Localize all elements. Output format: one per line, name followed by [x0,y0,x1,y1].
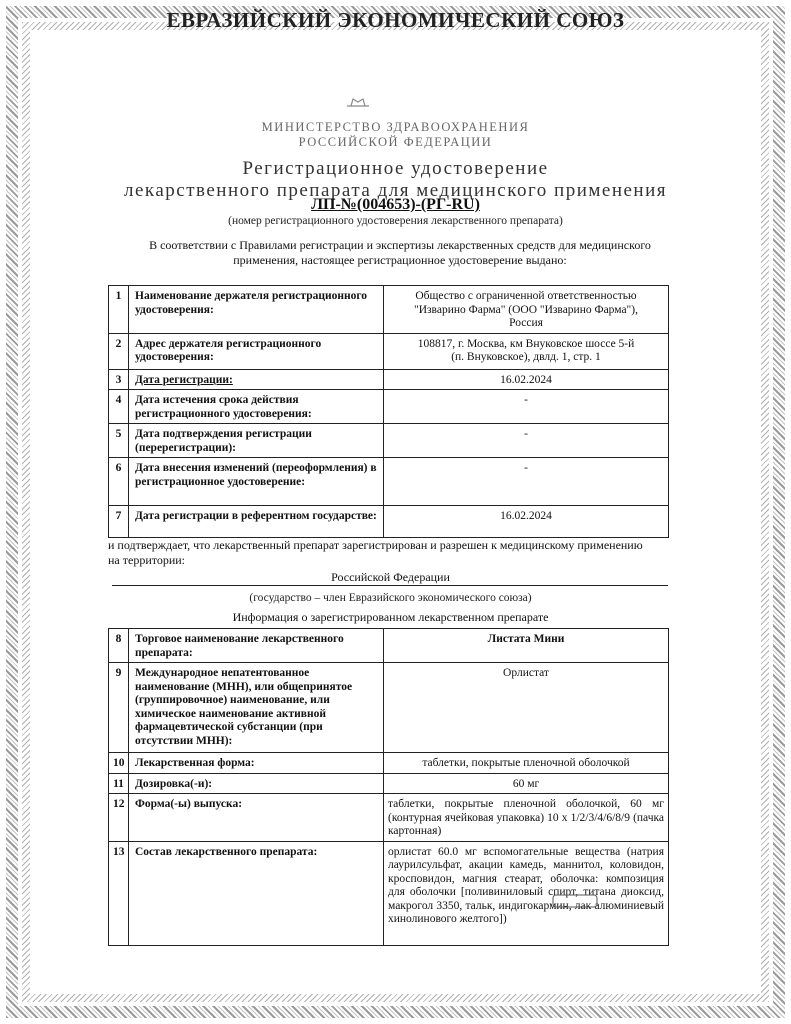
table-row [109,753,669,774]
table-row [109,794,669,842]
holder-info-table [108,285,669,538]
row-number: 8 [109,629,129,663]
intro-line-1: В соответствии с Правилами регистрации и экспертизы лекарственных средств для медицинского [149,238,651,252]
row-value: - [384,458,669,506]
row-value: - [384,390,669,424]
row-value [384,333,669,369]
confirmation-line-1: и подтверждает, что лекарственный препарат зарегистрирован и разрешен к медицинскому применению [108,538,643,552]
territory-name: Российской Федерации [331,570,450,584]
row-value: орлистат 60.0 мг вспомогательные вещества (натрия лаурилсульфат, акации камедь, маннитол, коловидон, кросповидон, магния стеарат, оболочка: композиция для оболочки [поливиниловый спирт, титана диоксид, макрогол 3350, тальк, индигокармин, лак алюминиевый хинолинового желтого]) [384,841,669,945]
certificate-title-line-2: лекарственного препарата для медицинского применения [123,180,667,201]
row-number: 5 [109,424,129,458]
row-label: Дата подтверждения регистрации (перерегистрации): [129,424,384,458]
row-value: Орлистат [384,663,669,753]
table-row [109,506,669,538]
certificate-title-line-1: Регистрационное удостоверение [242,158,549,179]
row-value [384,286,669,334]
row-number: 11 [109,773,129,794]
intro-line-2: применения, настоящее регистрационное удостоверение выдано: [233,253,567,267]
value-line: "Изварино Фарма" (ООО "Изварино Фарма"), [414,303,638,316]
row-label: Адрес держателя регистрационного удостоверения: [129,333,384,369]
row-label: Дата регистрации в референтном государстве: [129,506,384,538]
stamp-mark-icon [552,893,598,909]
table-row [109,286,669,334]
row-label: Наименование держателя регистрационного удостоверения: [129,286,384,334]
row-value: таблетки, покрытые пленочной оболочкой [384,753,669,774]
table-row [109,773,669,794]
row-label: Лекарственная форма: [129,753,384,774]
registration-number [0,196,791,214]
value-line: (п. Внуковское), двлд. 1, стр. 1 [451,351,601,363]
territory-note: (государство – член Евразийского экономического союза) [249,592,532,604]
row-value: - [384,424,669,458]
table-row [109,390,669,424]
table-row [109,629,669,663]
row-number: 3 [109,369,129,390]
row-value: Листата Мини [384,629,669,663]
value-line: Общество с ограниченной ответственностью [415,290,637,302]
row-number: 9 [109,663,129,753]
ministry-name-line-2: РОССИЙСКОЙ ФЕДЕРАЦИИ [298,135,493,149]
ministry-name-line-1: МИНИСТЕРСТВО ЗДРАВООХРАНЕНИЯ [261,120,530,134]
drug-info-heading: Информация о зарегистрированном лекарственном препарате [232,610,549,624]
row-number: 10 [109,753,129,774]
table-row [109,369,669,390]
territory-underline [112,585,668,586]
confirmation-line-2: на территории: [108,553,186,567]
table-row [109,663,669,753]
row-label [129,369,384,390]
row-label-text: Дата регистрации: [135,373,233,386]
row-value: 16.02.2024 [384,369,669,390]
row-label: Международное непатентованное наименование (МНН), или общепринятое (группировочное) наименование, или химическое наименование активной фармацевтической субстанции (при отсутствии МНН): [129,663,384,753]
table-row [109,333,669,369]
table-row [109,458,669,506]
row-number: 1 [109,286,129,334]
registration-number-text: ЛП-№(004653)-(РГ-RU) [311,196,480,213]
row-label: Дозировка(-и): [129,773,384,794]
row-number: 7 [109,506,129,538]
row-number: 12 [109,794,129,842]
value-line: Россия [509,317,543,329]
row-label: Дата истечения срока действия регистрационного удостоверения: [129,390,384,424]
union-title: ЕВРАЗИЙСКИЙ ЭКОНОМИЧЕСКИЙ СОЮЗ [166,8,625,32]
row-value: 16.02.2024 [384,506,669,538]
row-number: 13 [109,841,129,945]
row-number: 2 [109,333,129,369]
state-emblem-icon [345,96,371,108]
row-label: Торговое наименование лекарственного препарата: [129,629,384,663]
row-number: 4 [109,390,129,424]
registration-number-note: (номер регистрационного удостоверения лекарственного препарата) [228,215,563,227]
confirmation-text [108,538,673,568]
row-value: 60 мг [384,773,669,794]
row-label: Форма(-ы) выпуска: [129,794,384,842]
row-label: Состав лекарственного препарата: [129,841,384,945]
row-label: Дата внесения изменений (переоформления) в регистрационное удостоверение: [129,458,384,506]
row-number: 6 [109,458,129,506]
intro-paragraph [80,238,720,268]
table-row [109,424,669,458]
value-line: 108817, г. Москва, км Внуковское шоссе 5-й [417,337,635,350]
row-value: таблетки, покрытые пленочной оболочкой, 60 мг (контурная ячейковая упаковка) 10 х 1/2/3/4/6/8/9 (пачка картонная) [384,794,669,842]
